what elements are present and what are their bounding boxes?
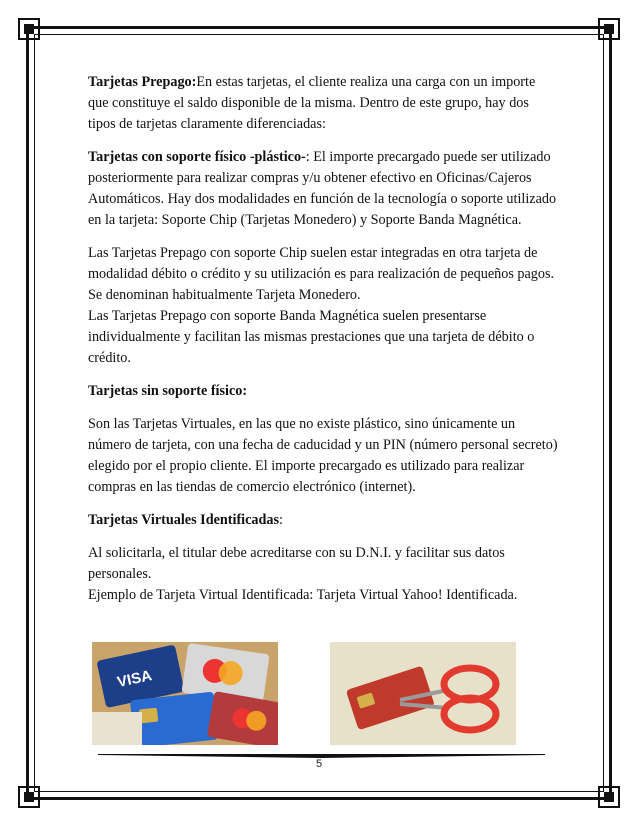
- text-prepago: En estas tarjetas, el cliente realiza una carga con un importe que constituye el saldo disponible de la misma. Dentro de este grupo, hay dos tipos de tarjetas claramente diferenciadas:: [88, 74, 536, 132]
- paragraph-banda: [88, 306, 558, 369]
- corner-ornament-icon: [16, 784, 42, 810]
- visa-logo-text: VISA: [115, 667, 154, 692]
- scissors-cutting-card-photo: [330, 642, 516, 745]
- heading-prepago: Tarjetas Prepago:: [88, 74, 197, 90]
- credit-cards-photo: [92, 642, 278, 745]
- paragraph-solicitud: [88, 543, 558, 585]
- page-number: 5: [315, 758, 323, 770]
- paragraph-prepago: [88, 72, 558, 135]
- paragraph-soporte-fisico: [88, 147, 558, 231]
- text-banda: Las Tarjetas Prepago con soporte Banda Magnética suelen presentarse individualmente y facilitan las mismas prestaciones que una tarjeta de débito o crédito.: [88, 308, 535, 366]
- text-ejemplo: Ejemplo de Tarjeta Virtual Identificada: Tarjeta Virtual Yahoo! Identificada.: [88, 587, 518, 603]
- paragraph-ejemplo: [88, 585, 558, 606]
- text-chip: Las Tarjetas Prepago con soporte Chip suelen estar integradas en otra tarjeta de modalidad débito o crédito y su utilización es para realización de pequeños pagos. Se denominan habitualmente Tarjeta Monedero.: [88, 245, 555, 303]
- document-body: [88, 72, 558, 618]
- corner-ornament-icon: [596, 784, 622, 810]
- heading-identificadas-colon: :: [279, 512, 283, 528]
- text-soporte-fisico: : El importe precargado puede ser utilizado posteriormente para realizar compras y/u obtener efectivo en Oficinas/Cajeros Automáticos. Hay dos modalidades en función de la tecnología o soporte utilizado en la tarjeta: Soporte Chip (Tarjetas Monedero) y Soporte Banda Magnética.: [88, 149, 557, 228]
- paragraph-sin-soporte: [88, 381, 558, 402]
- paragraph-identificadas-heading: [88, 510, 558, 531]
- text-virtuales: Son las Tarjetas Virtuales, en las que no existe plástico, sino únicamente un número de tarjeta, con una fecha de caducidad y un PIN (número personal secreto) elegido por el propio cliente. El importe precargado es utilizado para realizar compras en las tiendas de comercio electrónico (internet).: [88, 416, 558, 495]
- paragraph-virtuales: [88, 414, 558, 498]
- corner-ornament-icon: [596, 16, 622, 42]
- images-row: [92, 642, 552, 747]
- text-solicitud: Al solicitarla, el titular debe acreditarse con su D.N.I. y facilitar sus datos personales.: [88, 545, 505, 582]
- corner-ornament-icon: [16, 16, 42, 42]
- heading-identificadas: Tarjetas Virtuales Identificadas: [88, 512, 280, 528]
- heading-sin-soporte: Tarjetas sin soporte físico:: [88, 383, 248, 399]
- heading-soporte-fisico: Tarjetas con soporte físico -plástico-: [88, 149, 306, 165]
- paragraph-chip: [88, 243, 558, 306]
